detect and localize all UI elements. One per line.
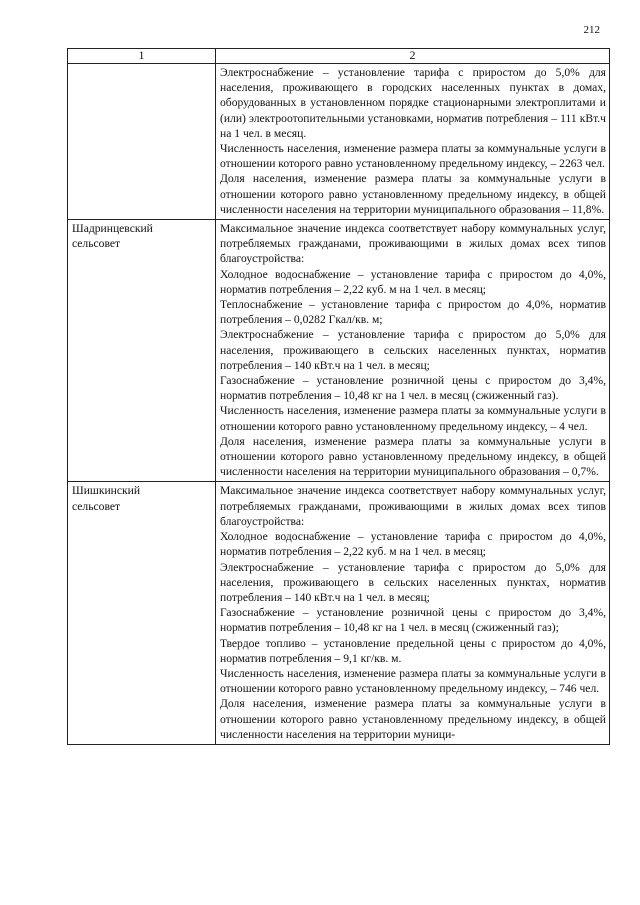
table-body [68, 64, 610, 745]
header-row [68, 49, 610, 64]
description-paragraph: Максимальное значение индекса соответствует набору коммунальных услуг, потребляемых гражданами, проживающими в жилых домах всех типов благоустройства: [220, 484, 606, 528]
page-number: 212 [583, 24, 600, 36]
description-paragraph: Газоснабжение – установление розничной цены с приростом до 3,4%, норматив потребления – 10,48 кг на 1 чел. в месяц (сжиженный газ); [220, 606, 606, 635]
description-paragraph: Холодное водоснабжение – установление тарифа с приростом до 4,0%, норматив потребления – 2,22 куб. м на 1 чел. в месяц; [220, 267, 606, 296]
description-paragraph: Доля населения, изменение размера платы за коммунальные услуги в отношении которого равно установленному предельному индексу, в общей численности населения на территории муници- [220, 697, 606, 741]
description-paragraph: Холодное водоснабжение – установление тарифа с приростом до 4,0%, норматив потребления – 2,22 куб. м на 1 чел. в месяц; [220, 530, 606, 559]
table-row [68, 64, 610, 220]
description-paragraph: Электроснабжение – установление тарифа с приростом до 5,0% для населения, проживающего в сельских населенных пунктах, норматив потребления – 140 кВт.ч на 1 чел. в месяц; [220, 328, 606, 372]
index-description-cell [216, 220, 610, 482]
municipality-name-cell [68, 220, 216, 482]
description-paragraph: Максимальное значение индекса соответствует набору коммунальных услуг, потребляемых гражданами, проживающими в жилых домах всех типов благоустройства: [220, 222, 606, 266]
description-paragraph: Электроснабжение – установление тарифа с приростом до 5,0% для населения, проживающего в городских населенных пунктах в домах, оборудованных в установленном порядке стационарными электроплитами и (или) электроотопительными установками, норматив потребления – 111 кВт.ч на 1 чел. в месяц. [220, 66, 606, 140]
column-header-1: 1 [68, 49, 216, 64]
description-paragraph: Доля населения, изменение размера платы за коммунальные услуги в отношении которого равно установленному предельному индексу, в общей численности населения на территории муниципального образования – 11,8%. [220, 172, 606, 216]
municipality-name-line: сельсовет [72, 499, 121, 513]
description-paragraph: Доля населения, изменение размера платы за коммунальные услуги в отношении которого равно установленному предельному индексу, в общей численности населения на территории муниципального образования – 0,7%. [220, 434, 606, 479]
description-paragraph: Численность населения, изменение размера платы за коммунальные услуги в отношении которого равно установленному предельному индексу, – 746 чел. [220, 666, 606, 696]
index-description-cell [216, 64, 610, 220]
index-description-cell [216, 482, 610, 744]
description-paragraph: Твердое топливо – установление предельной цены с приростом до 4,0%, норматив потребления – 9,1 кг/кв. м. [220, 636, 606, 665]
table-row [68, 220, 610, 482]
table-row [68, 482, 610, 744]
description-paragraph: Теплоснабжение – установление тарифа с приростом до 4,0%, норматив потребления – 0,0282 Гкал/кв. м; [220, 298, 606, 327]
column-header-2: 2 [216, 49, 610, 64]
municipality-name-cell [68, 64, 216, 220]
municipality-name-line: Шадринцевский [72, 222, 153, 236]
description-paragraph: Электроснабжение – установление тарифа с приростом до 5,0% для населения, проживающего в сельских населенных пунктах, норматив потребления – 140 кВт.ч на 1 чел. в месяц; [220, 560, 606, 604]
description-paragraph: Численность населения, изменение размера платы за коммунальные услуги в отношении которого равно установленному предельному индексу, – 2263 чел. [220, 142, 606, 171]
municipality-name-line: Шишкинский [72, 484, 141, 498]
municipality-name-cell [68, 482, 216, 744]
description-paragraph: Численность населения, изменение размера платы за коммунальные услуги в отношении которого равно установленному предельному индексу, – 4 чел. [220, 404, 606, 433]
description-paragraph: Газоснабжение – установление розничной цены с приростом до 3,4%, норматив потребления – 10,48 кг на 1 чел. в месяц (сжиженный газ). [220, 374, 606, 403]
municipality-name-line: сельсовет [72, 237, 121, 251]
utility-index-table [67, 48, 610, 745]
